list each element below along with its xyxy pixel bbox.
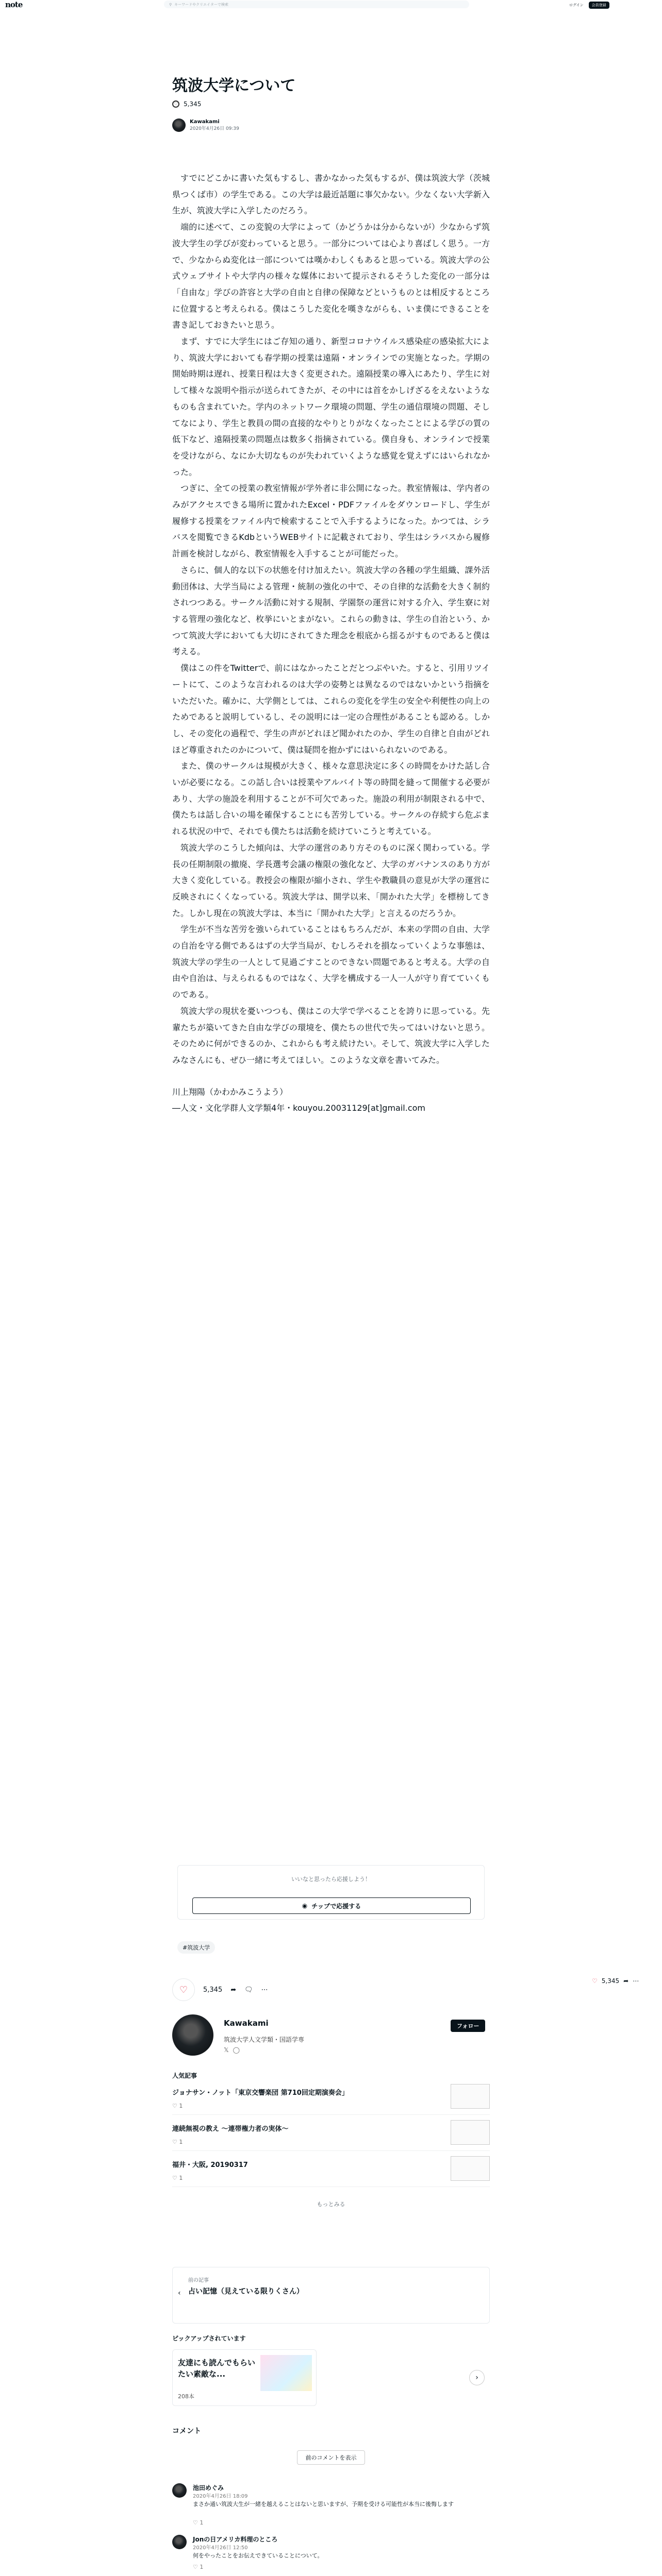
article-title: 筑波大学について [172, 77, 296, 95]
creator-description: 筑波大学人文学類・国語学専 [224, 2036, 305, 2043]
hashtag[interactable]: #筑波大学 [177, 1941, 215, 1954]
like-summary [172, 100, 201, 108]
more-link[interactable]: もっとみる [317, 2201, 345, 2208]
heart-icon[interactable]: ♡ [172, 1978, 195, 2001]
paragraph: 端的に述べて、この変貌の大学によって（かどうかは分からないが）少なからず筑波大学生の学びが変わっていると思う。一部分については心より喜ばしく思う。一方で、少なからぬ変化は一部については嘆かわしくもあると思っている。筑波大学の公式ウェブサイトや大学内の様々な媒体において提示されるそうした変化の一部分は「自由な」学びの許容と大学の自由と自律の保障などというものとは相反するところに位置すると考えられる。僕はこうした変化を嘆きながらも、いま僕にできることを書き記しておきたいと思う。 [172, 222, 490, 330]
site-header [0, 0, 662, 9]
search-icon: ⚲ [169, 2, 172, 7]
paragraph: さらに、個人的な以下の状態を付け加えたい。筑波大学の各種の学生組織、課外活動団体は、大学当局による管理・統制の強化の中で、その自律的な活動を大きく制約されつつある。サークル活動に対する規制、学園祭の運営に対する介入、学生寮に対する管理の強化など、枚挙にいとまがない。これらの動きは、学生の自治という、かつて筑波大学においても大切にされてきた理念を根底から揺るがすものであると僕は考える。 [172, 565, 490, 657]
publish-date: 2020年4月26日 09:39 [190, 126, 239, 131]
chevron-left-icon: ‹ [178, 2289, 181, 2297]
paragraph: まず、すでに大学生にはご存知の通り、新型コロナウイルス感染症の感染拡大により、筑波大学においても春学期の授業は遠隔・オンラインでの実施となった。学期の開始時期は遅れ、授業日程は大きく変更された。遠隔授業の導入にあたり、学生に対して様々な説明や指示が送られてきたが、その中には首をかしげざるをえないようなものも含まれていた。学内のネットワーク環境の問題、学生の通信環境の問題、そしてなにより、学生と教員の間の直接的なやりとりがなくなったことによる学びの質の低下など、遠隔授業の問題点は数多く指摘されている。僕自身も、オンラインで授業を受けながら、なにか大切なものが失われていくような感覚を覚えずにはいられなかった。 [172, 336, 490, 477]
share-icon[interactable]: ➦ [230, 1986, 237, 1994]
login-link[interactable]: ログイン [569, 3, 584, 7]
pickup-label: ピックアップされています [172, 2335, 246, 2342]
twitter-icon[interactable]: 𝕏 [224, 2046, 229, 2054]
heart-icon[interactable]: ♡ [172, 100, 179, 108]
heart-icon: ♡ [592, 1977, 598, 1985]
comment-like[interactable]: ♡ 1 [193, 2519, 204, 2526]
paragraph: 学生が不当な苦労を強いられていることはもちろんだが、本来の学問の自由、大学の自治を守る側であるはずの大学当局が、むしろそれを損なっていくような事態は、筑波大学の学生の一人として見過ごすことのできない問題であると考える。大学の自由や自治は、与えられるものではなく、大学を構成する一人一人が守り育てていくものである。 [172, 924, 490, 1000]
paragraph: つぎに、全ての授業の教室情報が学外者に非公開になった。教室情報は、学内者のみがアクセスできる場所に置かれたExcel・PDFファイルをダウンロードし、学生が履修する授業をファイル内で検索することで入手するようになった。かつては、シラバスを閲覧できるKdbというWEBサイトに記載されており、学生はシラバスから履修計画を検討しながら、教室情報を入手することが可能だった。 [172, 483, 490, 559]
popular-likes: ♡ 1 [172, 2103, 183, 2109]
signature-name: 川上翔陽（かわかみこうよう） [172, 1087, 288, 1097]
pickup-image [260, 2355, 312, 2391]
prev-label: 前の記事 [188, 2278, 209, 2283]
pickup-meta: 208本 [178, 2393, 194, 2400]
tip-button[interactable] [192, 1897, 471, 1914]
search-placeholder: キーワードやクリエイターで検索 [174, 2, 229, 7]
thumbnail [451, 2120, 490, 2145]
signature-line: ―人文・文化学群人文学類4年・kouyou.20031129[at]gmail.com [172, 1103, 425, 1113]
like-count: 5,345 [601, 1977, 620, 1985]
popular-likes: ♡ 1 [172, 2175, 183, 2181]
creator-social [224, 2046, 240, 2054]
creator-card [172, 2014, 490, 2058]
like-count: 5,345 [203, 1986, 223, 1994]
avatar[interactable] [172, 2483, 187, 2498]
comment-author[interactable]: Jonの日アメリカ料理のところ [193, 2536, 278, 2543]
support-box [177, 1865, 485, 1920]
show-comments-button[interactable]: 前のコメントを表示 [297, 2450, 365, 2465]
article-actions [172, 1978, 268, 2001]
popular-title: 連続無視の教え ～連帯権力者の実体～ [172, 2125, 289, 2133]
paragraph: すでにどこかに書いた気もするし、書かなかった気もするが、僕は筑波大学（茨城県つくば市）の学生である。この大学は最近話題に事欠かない。少なくない大学新入生が、筑波大学に入学したのだろう。 [172, 173, 490, 216]
popular-label: 人気記事 [172, 2072, 197, 2079]
author-name[interactable]: Kawakami [190, 119, 220, 125]
prev-article[interactable] [172, 2267, 490, 2324]
follow-button[interactable]: フォロー [451, 2020, 485, 2032]
like-count: 5,345 [184, 100, 202, 108]
paragraph: 筑波大学の現状を憂いつつも、僕はこの大学で学べることを誇りに思っている。先輩たちが築いてきた自由な学びの環境を、僕たちの世代で失ってはいけないと思う。そのために何ができるのか、これからも考え続けたい。そして、筑波大学に入学したみなさんにも、ぜひ一緒に考えてほしい。このような文章を書いてみた。 [172, 1006, 490, 1065]
support-prompt: いいなと思ったら応援しよう！ [291, 1876, 371, 1883]
comment-icon[interactable]: 🗨 [244, 1986, 253, 1994]
paragraph: 僕はこの件をTwitterで、前にはなかったことだとつぶやいた。すると、引用リツイートにて、このような言われるのは大学の姿勢とは異なるのではないかという指摘をいただいた。確かに、大学側としては、これらの変化を学生の安全や利便性の向上のためであると説明しているし、その説明には一定の合理性があることも認める。しかし、その変化の過程で、学生の声がどれほど聞かれたのか、学生の自律と自由がどれほど尊重されたのかについて、僕は疑問を抱かずにはいられないのである。 [172, 663, 490, 755]
paragraph: また、僕のサークルは規模が大きく、様々な意思決定に多くの時間をかけた話し合いが必要になる。この話し合いは授業やアルバイト等の時間を縫って開催する必要があり、大学の施設を利用することが不可欠であった。施設の利用が制限される中で、僕たちは話し合いの場を確保することにも苦労している。サークルの存続すら危ぶまれる状況の中で、それでも僕たちは活動を続けていこうと考えている。 [172, 761, 490, 837]
list-item[interactable] [172, 2120, 490, 2151]
prev-title: 占い記憶（見えている限りくさん） [188, 2287, 304, 2296]
popular-likes: ♡ 1 [172, 2139, 183, 2145]
tip-icon: ◉ [302, 1902, 308, 1909]
popular-title: 福井・大阪, 20190317 [172, 2161, 248, 2169]
author-meta [172, 118, 239, 132]
comment-date: 2020年4月26日 12:50 [193, 2545, 248, 2551]
thumbnail [451, 2156, 490, 2181]
pickup-card[interactable] [172, 2349, 317, 2406]
chevron-right-icon[interactable]: › [469, 2370, 485, 2385]
comment-date: 2020年4月26日 18:09 [193, 2494, 248, 2499]
comment-text: まさか通い筑波大生が一緒を越えることはないと思いますが、予期を受ける可能性が本当に後悔します [193, 2501, 454, 2507]
article-body [172, 170, 490, 1116]
comments-label: コメント [172, 2427, 201, 2435]
comment-author[interactable]: 池田めぐみ [193, 2484, 224, 2492]
signup-button[interactable]: 会員登録 [589, 2, 609, 9]
creator-name[interactable]: Kawakami [224, 2019, 269, 2028]
list-item[interactable] [172, 2084, 490, 2115]
pickup-title: 友達にも読んでもらいたい素敵な... [178, 2358, 256, 2379]
comment-text: 何をやったことをお伝えできていることについて。 [193, 2552, 323, 2559]
comment-like[interactable]: ♡ 1 [193, 2564, 204, 2570]
popular-title: ジョナサン・ノット「東京交響楽団 第710回定期演奏会」 [172, 2089, 349, 2097]
instagram-icon[interactable]: ◯ [233, 2046, 240, 2054]
more-icon[interactable]: ⋯ [261, 1986, 268, 1994]
note-logo[interactable]: note [5, 0, 23, 9]
search-input[interactable] [164, 1, 469, 8]
list-item[interactable] [172, 2156, 490, 2187]
avatar[interactable] [172, 2014, 213, 2056]
share-icon[interactable]: ➦ [623, 1977, 629, 1985]
thumbnail [451, 2084, 490, 2109]
tip-button-label: チップで応援する [311, 1902, 361, 1910]
avatar[interactable] [172, 2535, 187, 2549]
more-icon[interactable]: ⋯ [633, 1977, 639, 1985]
paragraph: 筑波大学のこうした傾向は、大学の運営のあり方そのものに深く関わっている。学長の任期制限の撤廃、学長選考会議の権限の強化など、大学のガバナンスのあり方が大きく変化している。教授会の権限が縮小され、学生や教職員の意見が大学の運営に反映されにくくなっている。筑波大学は、開学以来、「開かれた大学」を標榜してきた。しかし現在の筑波大学は、本当に「開かれた大学」と言えるのだろうか。 [172, 842, 490, 918]
header-actions [569, 2, 609, 9]
floating-like[interactable] [592, 1977, 639, 1985]
avatar[interactable] [172, 118, 186, 132]
